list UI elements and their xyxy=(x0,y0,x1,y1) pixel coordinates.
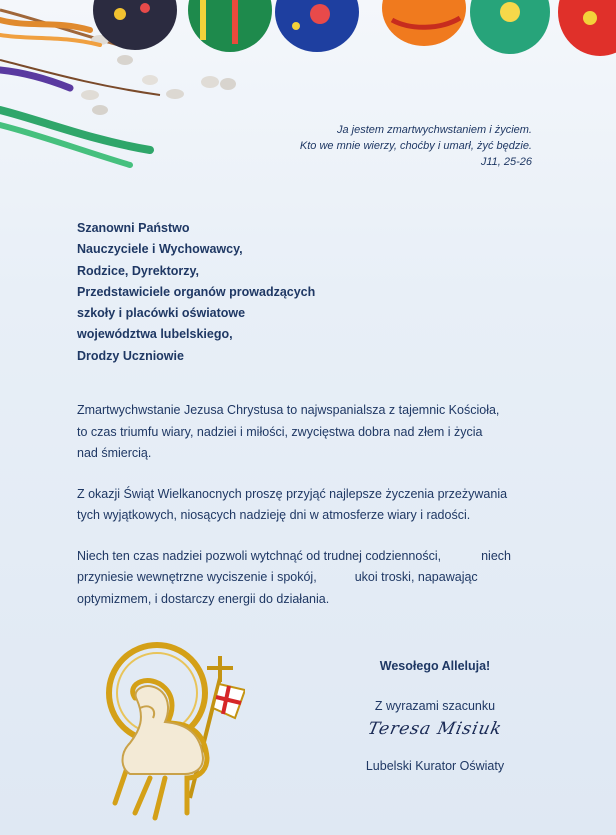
greeting-line: Rodzice, Dyrektorzy, xyxy=(77,263,200,278)
quote-reference: J11, 25-26 xyxy=(480,156,532,168)
egg-2-icon xyxy=(188,0,272,52)
paragraph-line: Z okazji Świąt Wielkanocnych proszę przyjąć najlepsze życzenia przeżywania xyxy=(77,486,508,501)
paragraph-line: optymizmem, i dostarczy energii do działania. xyxy=(77,591,330,606)
paragraph-line: przyniesie wewnętrzne wyciszenie i spokój, xyxy=(77,570,317,584)
paragraph-line: tych wyjątkowych, niosących nadzieję dni w atmosferze wiary i radości. xyxy=(77,508,471,522)
greeting-line: Przedstawiciele organów prowadzących xyxy=(77,284,316,299)
quote-line-2: Kto we mnie wierzy, choćby i umarł, żyć będzie. xyxy=(299,140,532,152)
greeting-line: szkoły i placówki oświatowe xyxy=(77,306,246,321)
egg-3-icon xyxy=(275,0,359,52)
paragraph-1 xyxy=(77,400,547,465)
quote-line-1: Ja jestem zmartwychwstaniem i życiem. xyxy=(337,124,532,136)
bible-quote xyxy=(300,122,532,170)
egg-4-icon xyxy=(382,0,466,46)
paragraph-2 xyxy=(77,484,547,527)
easter-eggs-decoration xyxy=(0,0,616,200)
paragraph-line: Zmartwychwstanie Jezusa Chrystusa to najwspanialsza z tajemnic Kościoła, xyxy=(77,403,500,417)
greeting-line: Nauczyciele i Wychowawcy, xyxy=(77,242,243,257)
signer-title: Lubelski Kurator Oświaty xyxy=(365,759,505,773)
signature-text: Teresa Misiuk xyxy=(365,719,505,739)
greeting-line: Drodzy Uczniowie xyxy=(77,348,184,363)
egg-6-icon xyxy=(558,0,616,56)
greeting-line: województwa lubelskiego, xyxy=(77,327,233,342)
greeting-line: Szanowni Państwo xyxy=(77,221,190,235)
easter-wish: Wesołego Alleluja! xyxy=(379,659,491,673)
paragraph-line: niech xyxy=(481,548,511,563)
egg-5-icon xyxy=(470,0,550,54)
paragraph-line: ukoi troski, napawając xyxy=(354,570,478,584)
lamb-of-god-icon xyxy=(95,638,245,828)
paragraph-line: nad śmiercią. xyxy=(77,446,152,460)
paragraph-line: Niech ten czas nadziei pozwoli wytchnąć od trudnej codzienności, xyxy=(77,548,442,563)
closing-block xyxy=(340,655,530,773)
letter-body xyxy=(77,400,547,629)
paragraph-3 xyxy=(77,546,547,611)
signature xyxy=(365,715,505,747)
greeting-block xyxy=(77,218,315,367)
paragraph-line: to czas triumfu wiary, nadziei i miłości, zwycięstwa dobra nad złem i życia xyxy=(77,424,483,439)
regards-text: Z wyrazami szacunku xyxy=(374,699,496,713)
